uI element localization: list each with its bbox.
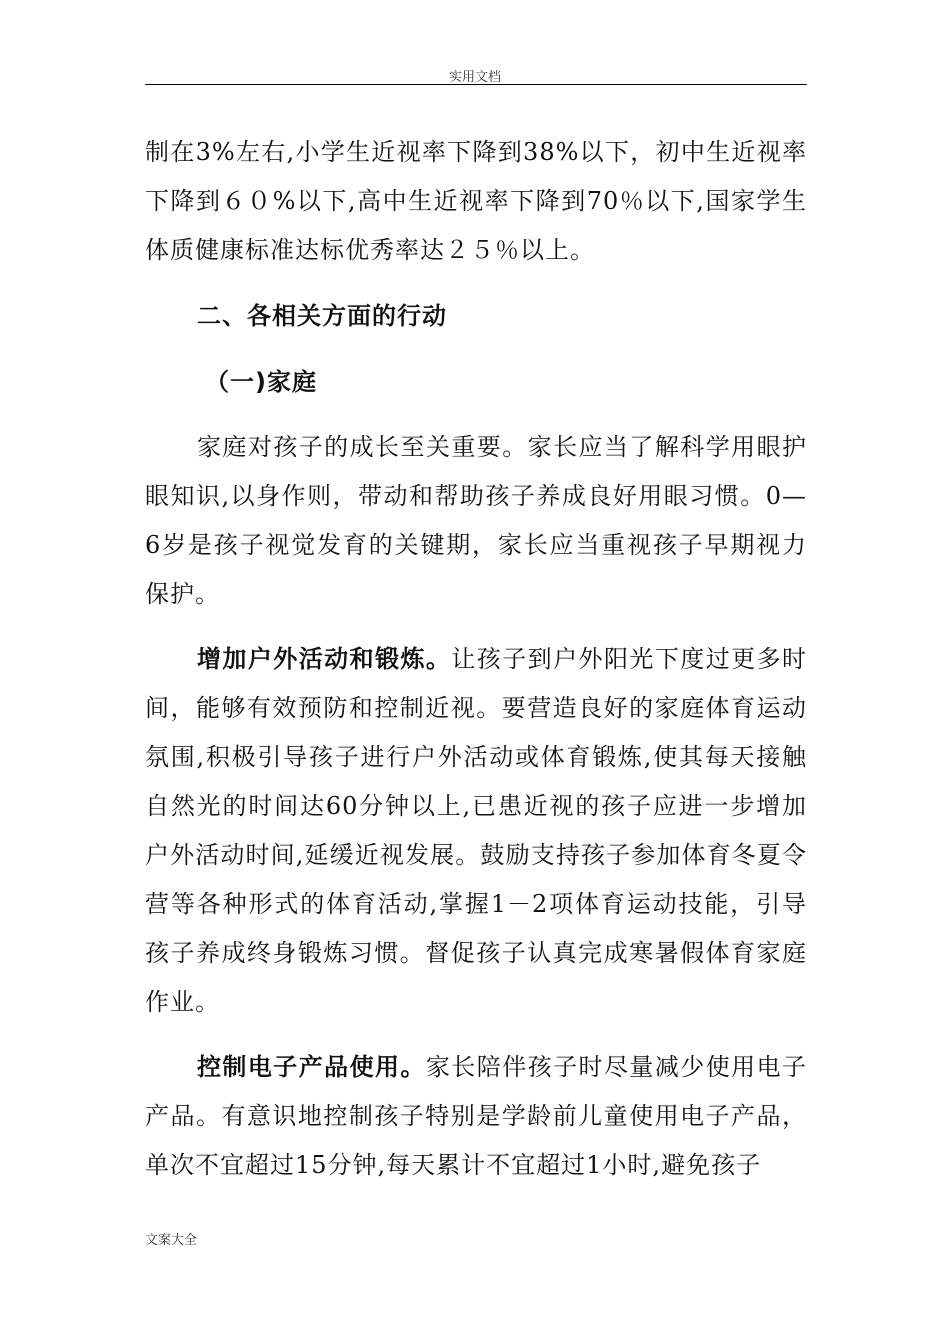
document-body: [145, 128, 807, 1190]
section-heading: 二、各相关方面的行动: [197, 302, 447, 330]
paragraph-lead-electronics: 控制电子产品使用。: [197, 1053, 426, 1081]
header-divider: [145, 84, 807, 85]
paragraph-family: 家庭对孩子的成长至关重要。家长应当了解科学用眼护眼知识,以身作则，带动和帮助孩子养成良好用眼习惯。0—6岁是孩子视觉发育的关键期，家长应当重视孩子早期视力保护。: [145, 433, 807, 608]
page-header: 实用文档: [448, 70, 501, 85]
subsection-heading: （一)家庭: [205, 368, 317, 396]
paragraph-lead-outdoor: 增加户外活动和锻炼。: [197, 645, 452, 673]
paragraph-text-outdoor: 让孩子到户外阳光下度过更多时间，能够有效预防和控制近视。要营造良好的家庭体育运动氛围,积极引导孩子进行户外活动或体育锻炼,使其每天接触自然光的时间达60分钟以上,已患近视的孩子应进一步增加户外活动时间,延缓近视发展。鼓励支持孩子参加体育冬夏令营等各种形式的体育活动,掌握1－2项体育运动技能，引导孩子养成终身锻炼习惯。督促孩子认真完成寒暑假体育家庭作业。: [145, 645, 808, 1016]
paragraph-text-electronics: 家长陪伴孩子时尽量减少使用电子产品。有意识地控制孩子特别是学龄前儿童使用电子产品，单次不宜超过15分钟,每天累计不宜超过1小时,避免孩子: [145, 1053, 808, 1179]
paragraph-electronics: [145, 1043, 807, 1190]
paragraph-outdoor: [145, 635, 807, 1027]
page-footer: 文案大全: [145, 1233, 198, 1248]
paragraph-continued: 制在3%左右,小学生近视率下降到38%以下，初中生近视率下降到６０%以下,高中生近视率下降到70％以下,国家学生体质健康标准达标优秀率达２５％以上。: [145, 138, 807, 264]
